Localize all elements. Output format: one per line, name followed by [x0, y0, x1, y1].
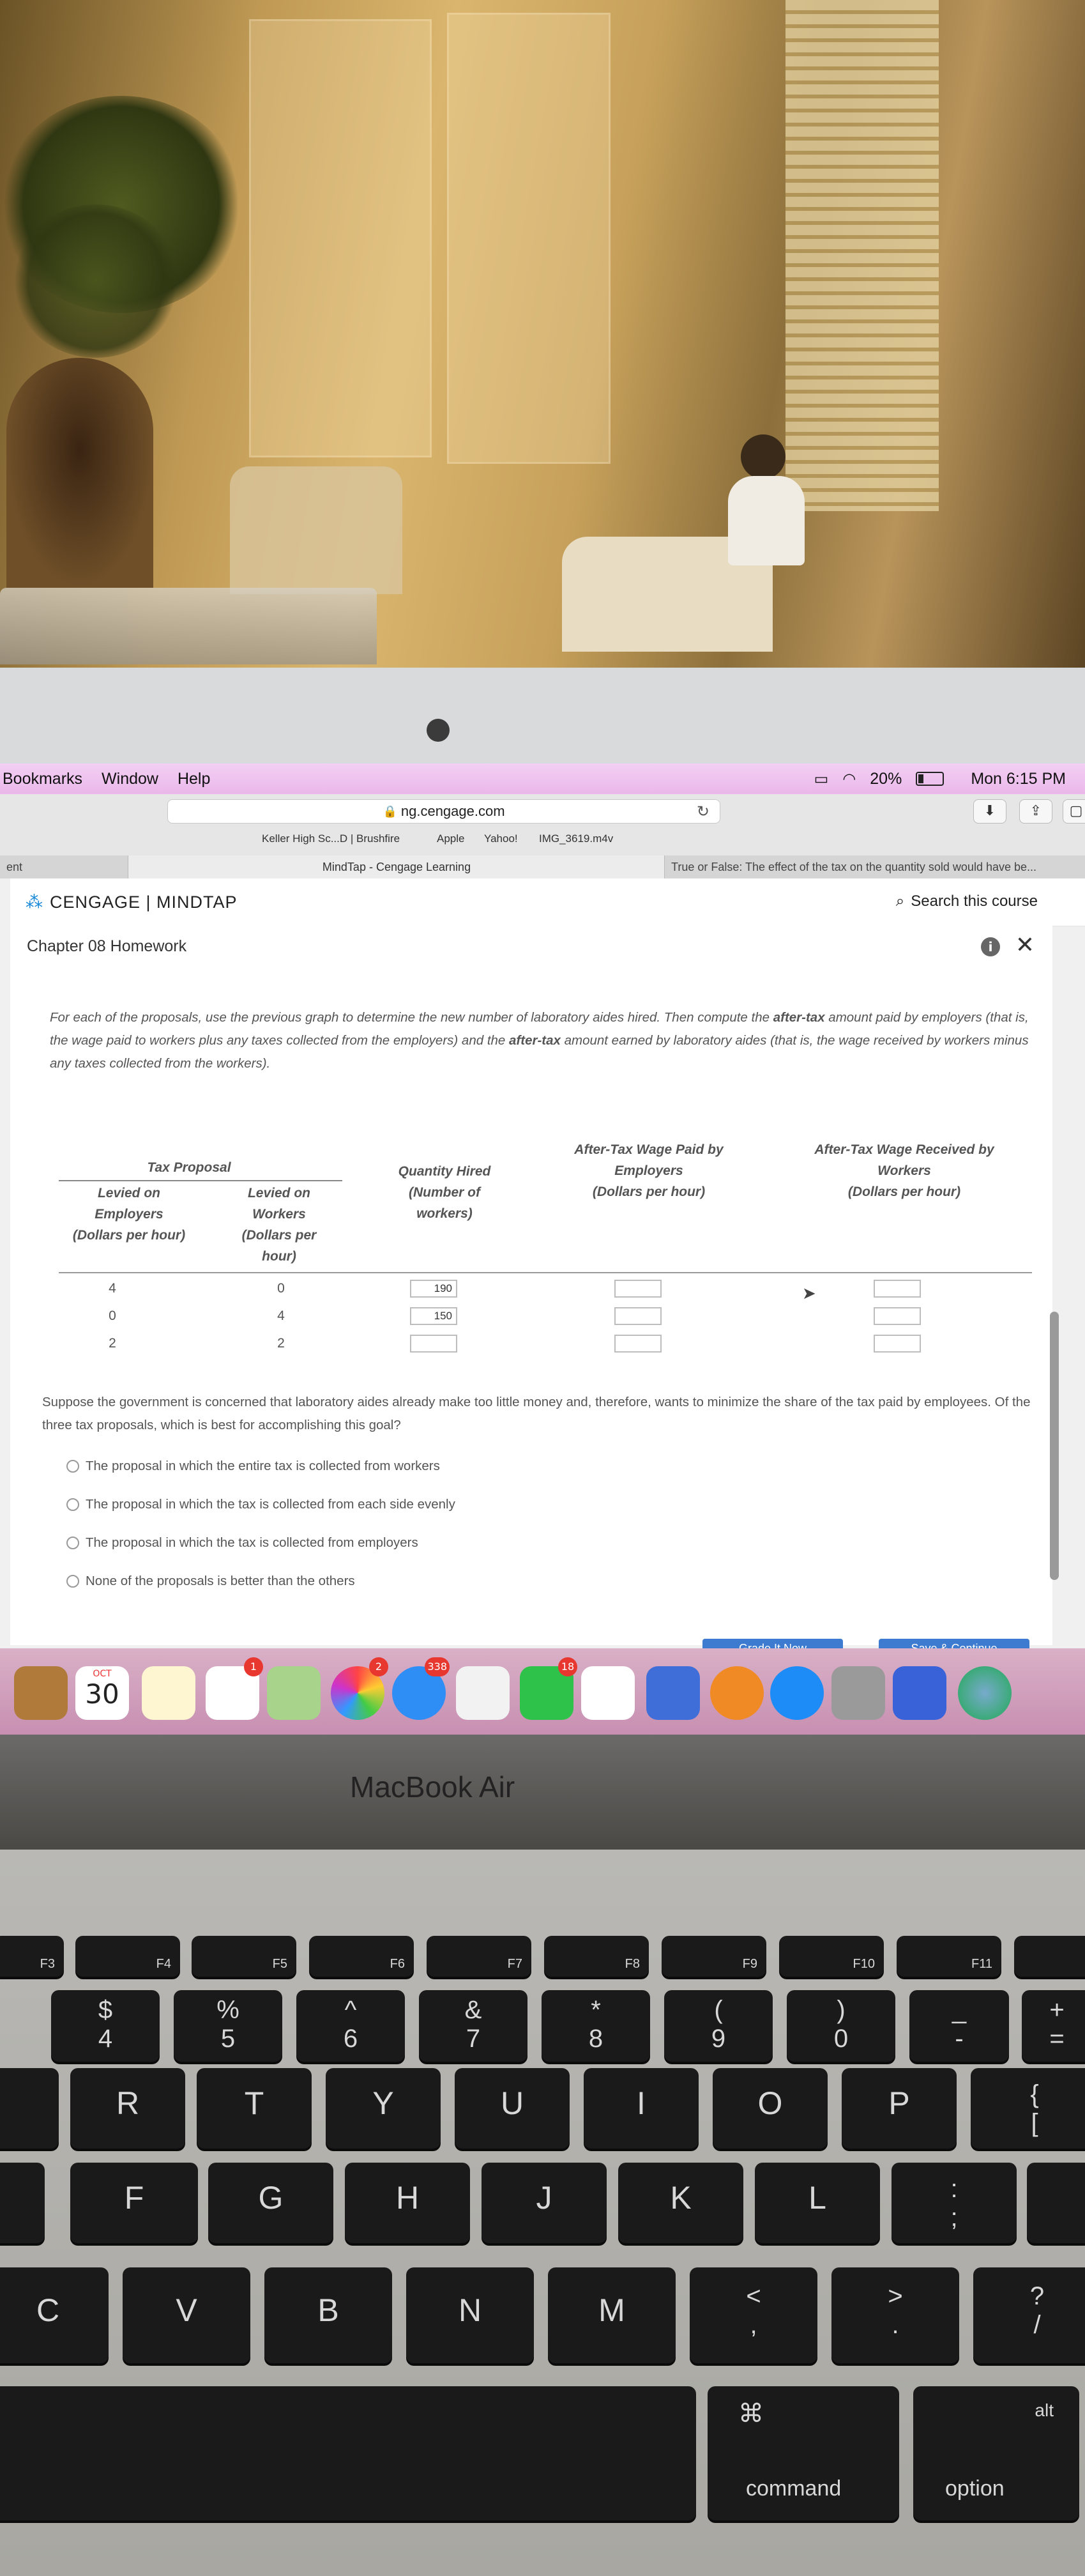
laptop-model: MacBook Air	[350, 1770, 515, 1804]
key-b[interactable]: B	[264, 2267, 392, 2363]
header-divider	[59, 1180, 342, 1181]
wage-paid-input[interactable]	[614, 1335, 662, 1353]
key-8[interactable]: * 8	[542, 1990, 650, 2062]
menu-help[interactable]: Help	[177, 769, 211, 788]
levied-employers-value: 0	[109, 1308, 116, 1323]
key-e[interactable]	[0, 2068, 59, 2149]
key-0[interactable]: ) 0	[787, 1990, 895, 2062]
roblox-icon[interactable]	[831, 1666, 885, 1720]
key-j[interactable]: J	[482, 2163, 607, 2243]
question-intro: For each of the proposals, use the previous graph to determine the new number of laboratory aides hired. Then compute the after-tax amount paid by employers (that is, the wage paid to workers plus any taxes collected from the employers) and the after-tax amount earned by laboratory aides (that is, the wage received by workers minus any taxes collected from the workers).	[50, 1010, 1029, 1071]
key-m[interactable]: M	[548, 2267, 676, 2363]
spacebar[interactable]	[0, 2386, 696, 2520]
wall-panel	[249, 19, 432, 457]
key-f6[interactable]: F6	[309, 1936, 414, 1977]
photos-icon[interactable]	[331, 1660, 384, 1720]
key-period[interactable]: > .	[831, 2267, 959, 2363]
app-store-icon[interactable]	[770, 1666, 824, 1720]
notification-badge: 2	[369, 1657, 388, 1676]
cengage-dots-icon: ⁂	[26, 893, 43, 912]
notification-badge: 18	[558, 1657, 577, 1676]
tax-proposal-header: Tax Proposal	[147, 1160, 231, 1175]
notification-badge: 338	[425, 1657, 450, 1676]
laptop-chin	[0, 1735, 1085, 1850]
col-wage-paid-employers: After-Tax Wage Paid by Employers (Dollars per hour)	[574, 1142, 724, 1199]
favorite-link[interactable]: Apple	[437, 832, 465, 845]
key-command[interactable]: ⌘ command	[708, 2386, 899, 2520]
reload-icon[interactable]: ↻	[696, 803, 709, 820]
key-t[interactable]: T	[197, 2068, 312, 2149]
levied-workers-value: 4	[277, 1308, 285, 1323]
globe-icon[interactable]	[958, 1666, 1012, 1720]
laptop-screen	[0, 763, 1085, 1735]
notification-badge: 1	[244, 1657, 263, 1676]
levied-employers-value: 2	[109, 1336, 116, 1351]
share-icon[interactable]: ⇪	[1019, 799, 1052, 824]
wage-received-input[interactable]	[874, 1280, 921, 1298]
address-bar[interactable]	[167, 799, 720, 824]
radio-button[interactable]	[66, 1498, 79, 1511]
key-f3[interactable]: F3	[0, 1936, 64, 1977]
followup-question: Suppose the government is concerned that laboratory aides already make too little money and, therefore, wants to minimize the share of the tax paid by employees. Of the three tax proposals, which is best for accomplishing this goal?	[42, 1395, 1031, 1432]
webcam	[427, 719, 450, 742]
key-slash[interactable]: ? /	[973, 2267, 1085, 2363]
key-9[interactable]: ( 9	[664, 1990, 773, 2062]
close-icon[interactable]: ✕	[1015, 932, 1035, 958]
key-f7[interactable]: F7	[427, 1936, 531, 1977]
key-7[interactable]: & 7	[419, 1990, 527, 2062]
radio-button[interactable]	[66, 1460, 79, 1473]
key-p[interactable]: P	[842, 2068, 957, 2149]
tab-strip	[0, 855, 1085, 878]
levied-workers-value: 2	[277, 1336, 285, 1351]
url-text: ng.cengage.com	[400, 803, 505, 819]
background-photo	[0, 0, 1085, 677]
key-equals[interactable]: + =	[1022, 1990, 1085, 2062]
tab-mindtap[interactable]: MindTap - Cengage Learning	[128, 855, 665, 878]
mac-menubar	[0, 763, 1085, 794]
key-d[interactable]	[0, 2163, 45, 2243]
table-divider	[59, 1272, 1032, 1273]
messages-icon[interactable]	[392, 1660, 447, 1720]
notes-icon[interactable]	[142, 1666, 195, 1720]
fireplace	[6, 358, 153, 588]
key-f5[interactable]: F5	[192, 1936, 296, 1977]
option-evenly[interactable]: The proposal in which the tax is collected from each side evenly	[86, 1497, 455, 1512]
favorites-bar	[0, 831, 1085, 850]
key-6[interactable]: ^ 6	[296, 1990, 405, 2062]
wage-received-input[interactable]	[874, 1307, 921, 1325]
key-f11[interactable]: F11	[897, 1936, 1001, 1977]
course-search[interactable]	[896, 893, 1038, 910]
radio-button[interactable]	[66, 1537, 79, 1549]
key-5[interactable]: % 5	[174, 1990, 282, 2062]
calendar-icon[interactable]	[75, 1666, 129, 1720]
numbers-icon[interactable]	[581, 1666, 635, 1720]
battery-percent: 20%	[870, 769, 902, 788]
key-semicolon[interactable]: : ;	[892, 2163, 1017, 2243]
brand-text: CENGAGE | MINDTAP	[50, 893, 238, 912]
key-i[interactable]: I	[584, 2068, 699, 2149]
tabs-icon[interactable]: ▢	[1063, 799, 1085, 824]
window-shutters	[785, 0, 939, 511]
key-f[interactable]: F	[70, 2163, 198, 2243]
mac-dock	[0, 1648, 1085, 1735]
download-icon[interactable]: ⬇	[973, 799, 1006, 824]
quantity-input[interactable]: 150	[410, 1307, 457, 1325]
maps-icon[interactable]	[267, 1666, 321, 1720]
key-f9[interactable]: F9	[662, 1936, 766, 1977]
key-u[interactable]: U	[455, 2068, 570, 2149]
key-r[interactable]: R	[70, 2068, 185, 2149]
wifi-icon[interactable]: ◠	[842, 770, 856, 788]
tab-true-false[interactable]: True or False: The effect of the tax on the quantity sold would have be...	[664, 855, 1085, 878]
browser-toolbar	[0, 794, 1085, 856]
key-minus[interactable]: _ -	[909, 1990, 1009, 2062]
option-employers[interactable]: The proposal in which the tax is collected from employers	[86, 1535, 418, 1551]
keynote-icon[interactable]	[646, 1666, 700, 1720]
chapter-title: Chapter 08 Homework	[27, 937, 187, 955]
menu-window[interactable]: Window	[102, 769, 158, 788]
scrollbar[interactable]	[1050, 1312, 1059, 1580]
calendar-month: OCT	[93, 1669, 112, 1679]
assignment-bar	[10, 926, 1052, 967]
option-none[interactable]: None of the proposals is better than the others	[86, 1574, 355, 1589]
radio-button[interactable]	[66, 1575, 79, 1588]
tab-previous[interactable]: ent	[6, 861, 23, 873]
contacts-icon[interactable]	[14, 1666, 68, 1720]
question-panel	[10, 967, 1052, 1645]
key-l[interactable]: L	[755, 2163, 880, 2243]
lock-icon: 🔒	[383, 804, 397, 818]
facetime-icon[interactable]	[520, 1660, 575, 1720]
search-icon: ⌕	[895, 893, 905, 910]
levied-workers-value: 0	[277, 1281, 285, 1296]
key-f12[interactable]	[1014, 1936, 1085, 1977]
info-icon[interactable]: i	[981, 937, 1000, 956]
person-body	[728, 476, 805, 565]
armchair	[230, 466, 402, 594]
xcode-icon[interactable]	[893, 1666, 946, 1720]
laptop-bezel	[0, 668, 1085, 763]
favorite-link[interactable]: Keller High Sc...D | Brushfire	[262, 832, 400, 845]
key-comma[interactable]: < ,	[690, 2267, 817, 2363]
clock[interactable]: Mon 6:15 PM	[971, 769, 1066, 788]
key-4[interactable]: $ 4	[51, 1990, 160, 2062]
plant-decor	[13, 204, 179, 358]
search-label: Search this course	[911, 893, 1038, 910]
col-quantity-hired: Quantity Hired (Number of workers)	[398, 1164, 491, 1221]
col-wage-received-workers: After-Tax Wage Received by Workers (Dollars per hour)	[814, 1142, 994, 1199]
key-h[interactable]: H	[345, 2163, 470, 2243]
key-f8[interactable]: F8	[544, 1936, 649, 1977]
airplay-icon[interactable]: ▭	[814, 770, 829, 788]
quantity-input[interactable]	[410, 1335, 457, 1353]
col-levied-employers: Levied on Employers (Dollars per hour)	[72, 1186, 186, 1243]
menu-bookmarks[interactable]: Bookmarks	[3, 769, 83, 788]
mouse-pointer-icon: ➤	[802, 1284, 816, 1303]
quantity-input[interactable]: 190	[410, 1280, 457, 1298]
reminders-icon[interactable]	[206, 1660, 259, 1720]
key-option[interactable]: alt option	[913, 2386, 1079, 2520]
option-workers[interactable]: The proposal in which the entire tax is collected from workers	[86, 1459, 440, 1474]
key-y[interactable]: Y	[326, 2068, 441, 2149]
person-head	[741, 434, 785, 479]
wage-paid-input[interactable]	[614, 1307, 662, 1325]
battery-icon[interactable]	[916, 772, 944, 786]
key-g[interactable]: G	[208, 2163, 333, 2243]
key-v[interactable]: V	[123, 2267, 250, 2363]
wage-received-input[interactable]	[874, 1335, 921, 1353]
key-bracket[interactable]: { [	[971, 2068, 1085, 2149]
wall-panel	[447, 13, 611, 464]
pages-icon[interactable]	[456, 1666, 510, 1720]
command-symbol-icon: ⌘	[738, 2400, 764, 2428]
key-f4[interactable]: F4	[75, 1936, 180, 1977]
key-f10[interactable]: F10	[779, 1936, 884, 1977]
glass-cup	[0, 588, 377, 664]
calendar-day: 30	[85, 1678, 119, 1710]
cengage-header	[10, 878, 1085, 926]
keyboard-deck	[0, 1850, 1085, 2576]
key-k[interactable]: K	[618, 2163, 743, 2243]
key-o[interactable]: O	[713, 2068, 828, 2149]
favorite-link[interactable]: Yahoo!	[484, 832, 518, 845]
levied-employers-value: 4	[109, 1281, 116, 1296]
key-n[interactable]: N	[406, 2267, 534, 2363]
books-icon[interactable]	[710, 1666, 764, 1720]
cengage-logo[interactable]	[26, 893, 238, 912]
key-quote[interactable]	[1027, 2163, 1085, 2243]
favorite-link[interactable]: IMG_3619.m4v	[539, 832, 614, 845]
key-c[interactable]: C	[0, 2267, 109, 2363]
col-levied-workers: Levied on Workers (Dollars per hour)	[241, 1186, 317, 1264]
wage-paid-input[interactable]	[614, 1280, 662, 1298]
